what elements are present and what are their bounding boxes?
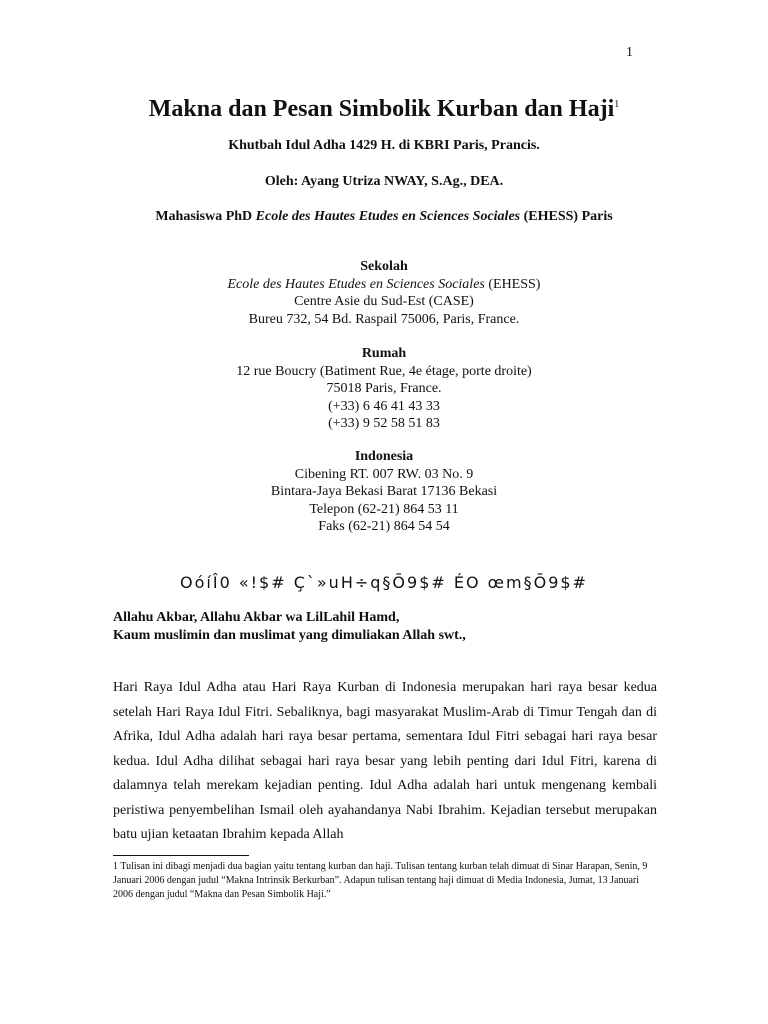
page-number: 1 [626,45,633,60]
indonesia-heading: Indonesia [354,449,414,464]
affiliation-prefix: Mahasiswa PhD [155,209,253,224]
school-line: Centre Asie du Sud-Est (CASE) [294,294,474,309]
indonesia-line: Faks (62-21) 864 54 54 [318,519,450,534]
home-line: (+33) 6 46 41 43 33 [328,398,440,414]
home-address-block [0,345,768,433]
document-title [0,90,768,124]
salutation-line-2: Kaum muslimin dan muslimat yang dimuliakan Allah swt., [113,628,466,643]
body-paragraph: Hari Raya Idul Adha atau Hari Raya Kurban di Indonesia merupakan hari raya besar kedua setelah Hari Raya Idul Fitri. Sebaliknya, bagi masyarakat Muslim-Arab di Timur Tengah dan di Afrika, Idul Adha adalah hari raya besar pertama, sementara Idul Fitri sebagai hari raya besar kedua. Idul Adha dilihat sebagai hari raya besar yang lebih penting dari Idul Fitri, karena di dalamnya telah merekam kejadian penting. Idul Adha adalah hari untuk mengenang kembali peristiwa penyembelihan Ismail oleh ayahandanya Nabi Ibrahim. Kejadian tersebut merupakan batu ujian ketaatan Ibrahim kepada Allah [113,680,657,842]
author-line: Oleh: Ayang Utriza NWAY, S.Ag., DEA. [264,174,504,189]
school-institution-line [0,276,768,294]
indonesia-line: Cibening RT. 007 RW. 03 No. 9 [294,466,474,482]
affiliation-institution: Ecole des Hautes Etudes en Sciences Sociales [255,209,521,224]
salutation-line-1: Allahu Akbar, Allahu Akbar wa LilLahil Hamd, [113,610,400,625]
school-institution-suffix: (EHESS) [488,276,541,292]
footnote: 1 Tulisan ini dibagi menjadi dua bagian yaitu tentang kurban dan haji. Tulisan tentang kurban telah dimuat di Sinar Harapan, Senin, 9 Januari 2006 dengan judul “Makna Intrinsik Berkurban”. Adapun tulisan tentang haji dimuat di Media Indonesia, Jumat, 13 Januari 2006 dengan judul “Makna dan Pesan Simbolik Haji.” [113,861,648,900]
school-heading: Sekolah [360,259,408,274]
school-institution: Ecole des Hautes Etudes en Sciences Sociales [227,276,485,292]
home-line: (+33) 9 52 58 51 83 [328,416,440,431]
home-line: 75018 Paris, France. [326,381,442,396]
title-footnote-ref: 1 [614,99,620,110]
subtitle: Khutbah Idul Adha 1429 H. di KBRI Paris, Prancis. [228,138,540,153]
salutation-block [113,609,657,645]
home-heading: Rumah [361,346,407,361]
footnote-divider [113,855,249,856]
home-line: 12 rue Boucry (Batiment Rue, 4e étage, porte droite) [236,363,532,379]
indonesia-line: Bintara-Jaya Bekasi Barat 17136 Bekasi [270,484,498,499]
school-address-block [0,258,768,328]
indonesia-address-block [0,448,768,536]
arabic-basmala-garbled: OóíÎ0 «!$# Ç`»uH÷q§Ō9$# ÉO œm§Ō9$# [180,573,588,592]
indonesia-line: Telepon (62-21) 864 53 11 [309,501,459,517]
school-line: Bureu 732, 54 Bd. Raspail 75006, Paris, France. [248,311,520,327]
affiliation-line [0,208,768,226]
title-text: Makna dan Pesan Simbolik Kurban dan Haji [148,96,615,122]
affiliation-suffix: (EHESS) Paris [523,209,613,224]
